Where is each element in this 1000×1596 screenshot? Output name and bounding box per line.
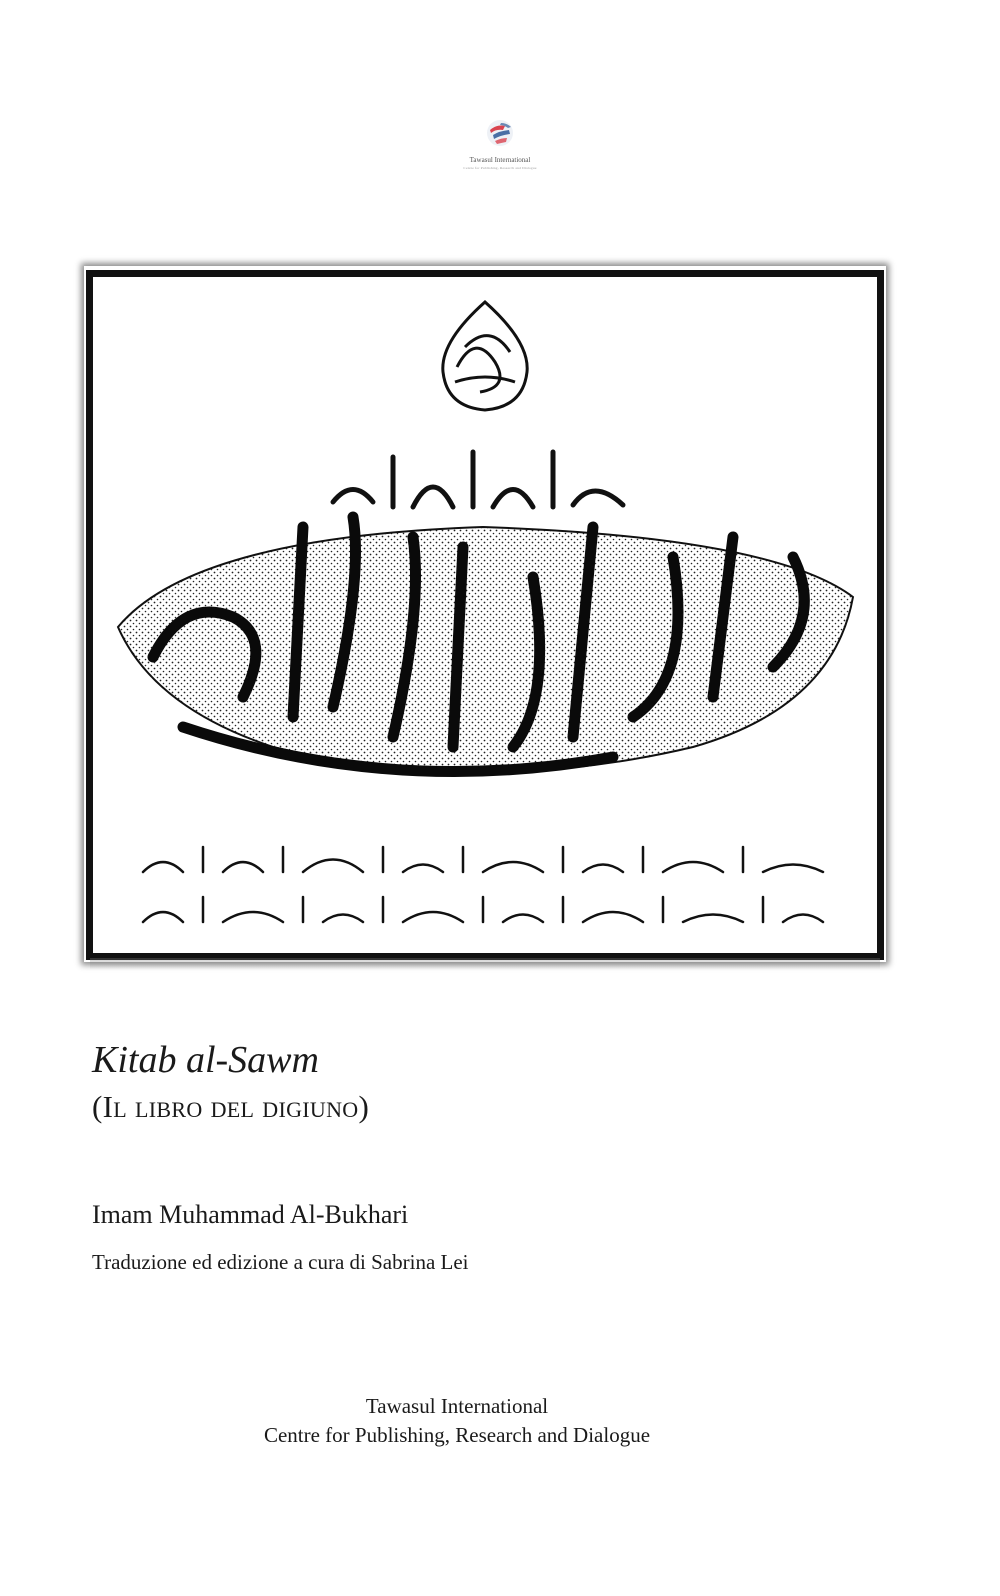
publisher-block — [0, 1392, 914, 1450]
logo-tagline: Centre for Publishing, Research and Dialogue — [463, 166, 537, 170]
logo-name: Tawasul International — [469, 156, 531, 164]
book-title: Kitab al-Sawm — [92, 1039, 319, 1081]
translator-credit: Traduzione ed edizione a cura di Sabrina Lei — [92, 1250, 469, 1274]
cover-image-reflection — [90, 958, 880, 970]
publisher-description: Centre for Publishing, Research and Dialogue — [263, 1423, 651, 1447]
publisher-logo — [450, 118, 550, 171]
book-subtitle: (Il libro del digiuno) — [92, 1089, 370, 1124]
publisher-name: Tawasul International — [365, 1394, 549, 1418]
book-author: Imam Muhammad Al-Bukhari — [92, 1200, 409, 1229]
cover-calligraphy-image — [86, 270, 884, 960]
tawasul-globe-logo-icon — [485, 118, 515, 148]
calligraphy-artwork-icon — [93, 277, 877, 953]
